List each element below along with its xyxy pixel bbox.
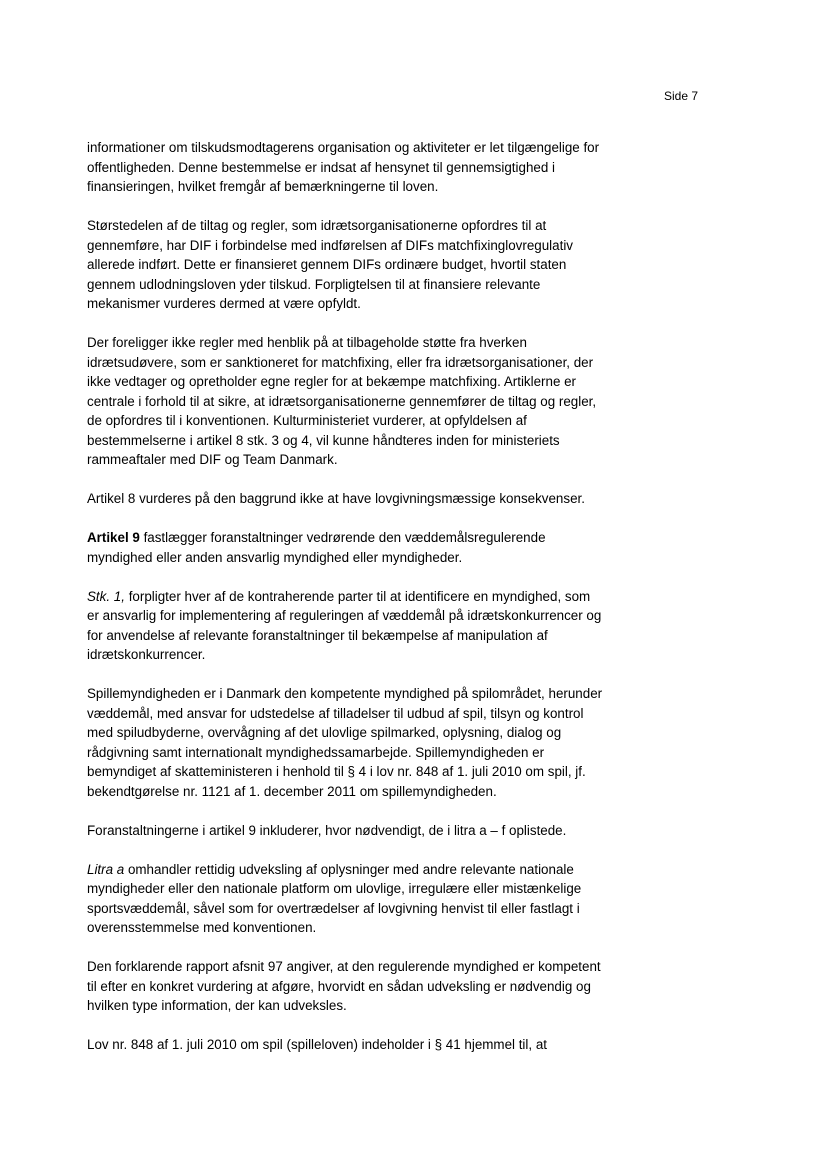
text-line: sportsvæddemål, såvel som for overtrædelser af lovgivning henvist til eller fastlagt i [87, 900, 580, 916]
text-line [87, 860, 727, 880]
text-line: de opfordres til i konventionen. Kulturministeriet vurderer, at opfyldelsen af [87, 413, 527, 428]
text-line: Artikel 8 vurderes på den baggrund ikke at have lovgivningsmæssige konsekvenser. [87, 491, 585, 506]
text-run: forpligter hver af de kontraherende parter til at identificere en myndighed, som [124, 588, 591, 604]
paragraph-11 [87, 1035, 727, 1055]
text-run: omhandler rettidig udveksling af oplysninger med andre relevante nationale [124, 861, 574, 877]
paragraph-4 [87, 489, 727, 509]
text-line [87, 587, 727, 607]
text-line: til efter en konkret vurdering at afgøre, hvorvidt en sådan udveksling er nødvendig og [87, 978, 591, 994]
text-line: væddemål, med ansvar for udstedelse af tilladelser til udbud af spil, tilsyn og kontrol [87, 705, 584, 721]
text-line: gennem udlodningsloven yder tilskud. Forpligtelsen til at finansiere relevante [87, 276, 541, 292]
text-line: finansieringen, hvilket fremgår af bemærkningerne til loven. [87, 179, 439, 194]
text-line: offentligheden. Denne bestemmelse er indsat af hensynet til gennemsigtighed i [87, 159, 555, 175]
article-heading: Artikel 9 [87, 530, 140, 545]
text-line: Den forklarende rapport afsnit 97 angiver, at den regulerende myndighed er kompetent [87, 959, 601, 974]
text-line: Foranstaltningerne i artikel 9 inkluderer, hvor nødvendigt, de i litra a – f oplistede. [87, 822, 567, 838]
paragraph-9 [87, 860, 727, 938]
text-line: med spiludbyderne, overvågning af det ulovlige spilmarked, oplysning, dialog og [87, 725, 562, 740]
text-run: fastlægger foranstaltninger vedrørende den væddemålsregulerende [139, 530, 546, 545]
paragraph-7 [87, 684, 727, 801]
text-line: myndigheder eller den nationale platform om ulovlige, irregulære eller mistænkelige [87, 881, 582, 896]
text-line: rammeaftaler med DIF og Team Danmark. [87, 452, 338, 467]
text-line: Lov nr. 848 af 1. juli 2010 om spil (spilleloven) indeholder i § 41 hjemmel til, at [87, 1037, 547, 1052]
text-line: er ansvarlig for implementering af reguleringen af væddemål på idrætskonkurrencer og [87, 608, 602, 623]
text-line: bekendtgørelse nr. 1121 af 1. december 2011 om spillemyndigheden. [87, 783, 497, 799]
text-line: Spillemyndigheden er i Danmark den kompetente myndighed på spilområdet, herunder [87, 686, 603, 701]
text-line: ikke vedtager og opretholder egne regler for at bekæmpe matchfixing. Artiklerne er [87, 374, 577, 389]
paragraph-3 [87, 333, 727, 470]
paragraph-10 [87, 957, 727, 1016]
text-line: hvilken type information, der kan udveksles. [87, 998, 347, 1013]
paragraph-1 [87, 138, 727, 197]
text-line: bestemmelserne i artikel 8 stk. 3 og 4, vil kunne håndteres inden for ministeriets [87, 432, 560, 448]
text-line: mekanismer vurderes dermed at være opfyldt. [87, 296, 361, 311]
text-line: overensstemmelse med konventionen. [87, 920, 317, 935]
text-line: informationer om tilskudsmodtagerens organisation og aktiviteter er let tilgængelige for [87, 140, 600, 155]
stk-reference: Stk. 1, [87, 588, 125, 604]
paragraph-8 [87, 821, 727, 841]
text-line: idrætskonkurrencer. [87, 647, 206, 662]
text-line: gennemføre, har DIF i forbindelse med indførelsen af DIFs matchfixinglovregulativ [87, 237, 573, 253]
text-line [87, 528, 727, 548]
text-line: bemyndiget af skatteministeren i henhold til § 4 i lov nr. 848 af 1. juli 2010 om spil, jf. [87, 764, 586, 779]
text-line: myndighed eller anden ansvarlig myndighed eller myndigheder. [87, 549, 463, 565]
text-line: centrale i forhold til at sikre, at idrætsorganisationerne gennemfører de tiltag og regler, [87, 393, 597, 409]
paragraph-2 [87, 216, 727, 314]
text-line: Der foreligger ikke regler med henblik på at tilbageholde støtte fra hverken [87, 335, 527, 350]
text-line: Størstedelen af de tiltag og regler, som idrætsorganisationerne opfordres til at [87, 218, 547, 233]
text-line: rådgivning samt internationalt myndighedssamarbejde. Spillemyndigheden er [87, 744, 545, 760]
litra-reference: Litra a [87, 861, 125, 877]
text-line: for anvendelse af relevante foranstaltninger til bekæmpelse af manipulation af [87, 627, 548, 643]
page-number: Side 7 [664, 89, 699, 103]
paragraph-5 [87, 528, 727, 567]
text-line: idrætsudøvere, som er sanktioneret for matchfixing, eller fra idrætsorganisationer, der [87, 354, 594, 370]
document-body [87, 138, 727, 1074]
text-line: allerede indført. Dette er finansieret gennem DIFs ordinære budget, hvortil staten [87, 257, 567, 272]
paragraph-6 [87, 587, 727, 665]
